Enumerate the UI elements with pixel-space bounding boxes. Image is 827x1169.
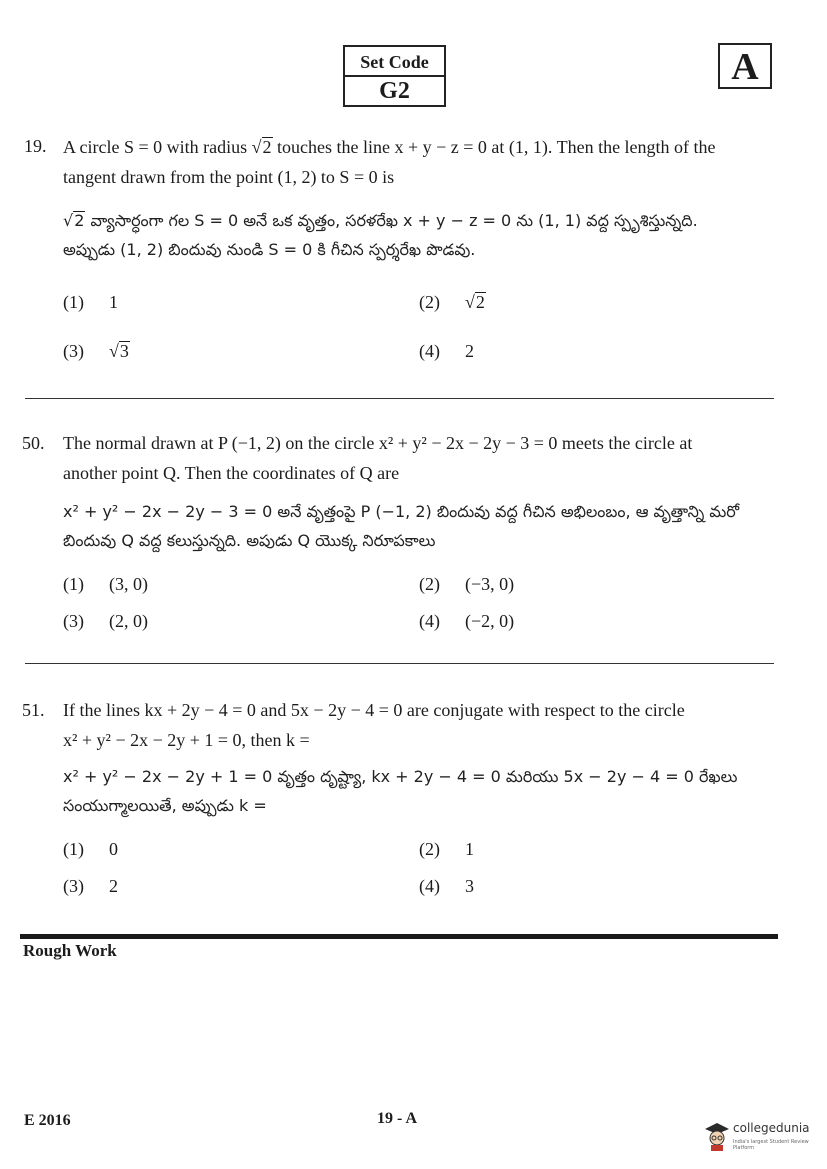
- set-letter: A: [718, 43, 772, 89]
- divider: [25, 663, 774, 664]
- rough-work-label: Rough Work: [23, 941, 117, 960]
- option-number: (3): [63, 341, 84, 361]
- option-value: 1: [109, 292, 118, 312]
- option-value: (−3, 0): [465, 574, 515, 594]
- option-value: (2, 0): [109, 611, 148, 631]
- option-number: (1): [63, 839, 84, 859]
- option[interactable]: [419, 839, 474, 860]
- option[interactable]: [419, 611, 514, 632]
- option-number: (2): [419, 574, 440, 594]
- option-value: (−2, 0): [465, 611, 515, 631]
- option[interactable]: [63, 839, 118, 860]
- option-value: 3: [465, 876, 474, 896]
- option-number: (3): [63, 611, 84, 631]
- question-text-en: [63, 695, 773, 755]
- question-text: If the lines kx + 2y − 4 = 0 and 5x − 2y − 4 = 0 are conjugate with respect to the circle: [63, 700, 685, 720]
- sqrt-symbol: √: [465, 292, 475, 312]
- option-value: 3: [119, 341, 129, 361]
- option-value: 2: [475, 292, 485, 312]
- question-text: వ్యాసార్ధంగా గల S = 0 అనే ఒక వృత్తం, సరళరేఖ x + y − z = 0 ను (1, 1) వద్ద స్పృశిస్తున్నది.: [85, 211, 698, 230]
- question-text-en: [63, 132, 773, 192]
- option[interactable]: [63, 292, 118, 313]
- option-number: (1): [63, 574, 84, 594]
- option-number: (3): [63, 876, 84, 896]
- option-number: (2): [419, 839, 440, 859]
- rough-work-rule: [20, 934, 778, 939]
- option-number: (4): [419, 876, 440, 896]
- option[interactable]: [419, 876, 474, 897]
- option[interactable]: [63, 574, 148, 595]
- option-value: 0: [109, 839, 118, 859]
- question-text: x² + y² − 2x − 2y − 3 = 0 అనే వృత్తంపై P (−1, 2) బిందువు వద్ద గీచిన అభిలంబం, ఆ వృత్తాన్ని మరో: [63, 502, 740, 521]
- option-number: (1): [63, 292, 84, 312]
- question-text: another point Q. Then the coordinates of Q are: [63, 463, 400, 483]
- collegedunia-logo: [703, 1118, 823, 1158]
- question-text: x² + y² − 2x − 2y + 1 = 0, then k =: [63, 730, 310, 750]
- set-code-value: G2: [379, 78, 410, 104]
- sqrt-value: 2: [262, 137, 272, 157]
- sqrt-value: 2: [74, 211, 85, 230]
- question-text: x² + y² − 2x − 2y + 1 = 0 వృత్తం దృష్ట్యా, kx + 2y − 4 = 0 మరియు 5x − 2y − 4 = 0 రేఖలు: [63, 767, 738, 786]
- option[interactable]: [63, 876, 118, 897]
- question-number: 51.: [22, 700, 45, 720]
- divider: [25, 398, 774, 399]
- graduate-icon: [703, 1120, 731, 1152]
- question-text: సంయుగ్మాలయితే, అప్పుడు k =: [63, 796, 267, 815]
- logo-name: collegedunia: [733, 1121, 810, 1135]
- question-number: 19.: [24, 136, 47, 156]
- sqrt-symbol: √: [63, 211, 74, 230]
- option[interactable]: [419, 341, 474, 362]
- option[interactable]: [419, 574, 514, 595]
- footer-page-number: 19 - A: [377, 1110, 417, 1127]
- option[interactable]: [419, 292, 486, 313]
- set-code-box: [343, 45, 446, 107]
- footer-exam-code: E 2016: [24, 1112, 71, 1129]
- question-text-te: [63, 497, 773, 555]
- question-text: tangent drawn from the point (1, 2) to S = 0 is: [63, 167, 395, 187]
- option-number: (2): [419, 292, 440, 312]
- question-text: బిందువు Q వద్ద కలుస్తున్నది. అపుడు Q యొక్క నిరూపకాలు: [63, 531, 436, 550]
- question-text-te: [63, 762, 773, 820]
- question-text: The normal drawn at P (−1, 2) on the circle x² + y² − 2x − 2y − 3 = 0 meets the circle at: [63, 433, 693, 453]
- option[interactable]: [63, 341, 130, 362]
- option-number: (4): [419, 611, 440, 631]
- option-number: (4): [419, 341, 440, 361]
- sqrt-symbol: √: [251, 137, 262, 157]
- question-text: A circle S = 0 with radius: [63, 137, 252, 157]
- question-text: అప్పుడు (1, 2) బిందువు నుండి S = 0 కి గీచిన స్పర్శరేఖ పొడవు.: [63, 240, 476, 259]
- logo-tagline: India's largest Student Review Platform: [733, 1139, 809, 1151]
- question-text-te: [63, 206, 773, 264]
- option-value: 1: [465, 839, 474, 859]
- sqrt-symbol: √: [109, 341, 119, 361]
- option-value: 2: [465, 341, 474, 361]
- option-value: 2: [109, 876, 118, 896]
- option-value: (3, 0): [109, 574, 148, 594]
- question-text-en: [63, 428, 773, 488]
- question-text: touches the line x + y − z = 0 at (1, 1). Then the length of the: [272, 137, 716, 157]
- question-number: 50.: [22, 433, 45, 453]
- set-code-label: Set Code: [345, 49, 444, 77]
- option[interactable]: [63, 611, 148, 632]
